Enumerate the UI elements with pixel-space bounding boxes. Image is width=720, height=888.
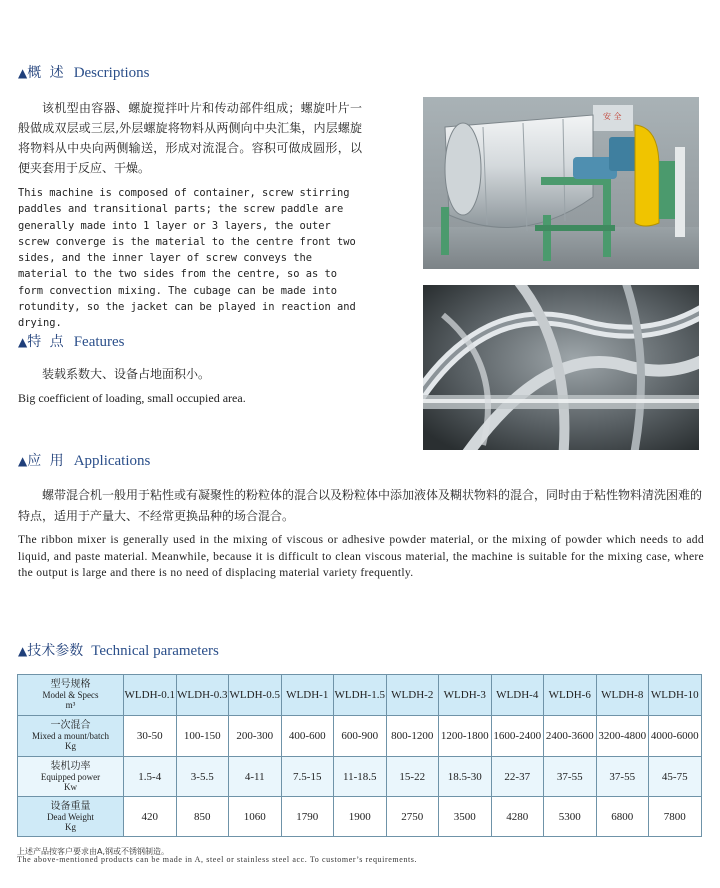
machine-illustration <box>423 97 699 269</box>
header-label-zh: 型号规格 <box>50 679 91 690</box>
value-cell: 15-22 <box>386 757 439 797</box>
row-label-zh: 设备重量 <box>50 800 91 812</box>
value-cell: 3500 <box>439 797 492 837</box>
value-cell: 5300 <box>544 797 597 837</box>
value-cell: 1.5-4 <box>124 757 177 797</box>
descriptions-title-zh: 概 述 <box>27 65 66 81</box>
technical-parameters-table <box>17 674 702 837</box>
model-cell: WLDH-0.5 <box>229 675 282 716</box>
value-cell: 3200-4800 <box>596 716 649 757</box>
technical-title-zh: 技术参数 <box>27 643 84 659</box>
value-cell: 45-75 <box>649 757 702 797</box>
value-cell: 18.5-30 <box>439 757 492 797</box>
safety-sign: 安 全 <box>603 112 622 121</box>
features-title-zh: 特 点 <box>27 334 66 350</box>
triangle-marker-icon: ▲ <box>18 335 28 349</box>
table-row-mixed-amount <box>18 716 702 757</box>
value-cell: 1200-1800 <box>439 716 492 757</box>
value-cell: 11-18.5 <box>334 757 387 797</box>
applications-title-zh: 应 用 <box>27 453 66 469</box>
features-body-zh: 装载系数大、设备占地面积小。 <box>42 367 211 381</box>
model-cell: WLDH-0.1 <box>124 675 177 716</box>
row-label-cell <box>18 716 124 757</box>
descriptions-heading <box>18 62 150 82</box>
value-cell: 1600-2400 <box>491 716 544 757</box>
applications-heading <box>18 450 150 470</box>
value-cell: 200-300 <box>229 716 282 757</box>
applications-body-en: The ribbon mixer is generally used in the mixing of viscous or adhesive powder material, or the mixing of powder which needs to add liquid, and paste material. Meanwhile, because it is difficult to clean viscous material, the machine is suitable for the mixing case, where the output is large and there is no need of displacing material variety frequently. <box>18 533 704 579</box>
model-cell: WLDH-0.3 <box>176 675 229 716</box>
header-label-en: Model & Specs <box>42 690 99 700</box>
model-cell: WLDH-10 <box>649 675 702 716</box>
row-label-en: Equipped power <box>40 771 101 782</box>
model-cell: WLDH-1 <box>281 675 334 716</box>
value-cell: 7800 <box>649 797 702 837</box>
value-cell: 400-600 <box>281 716 334 757</box>
model-cell: WLDH-8 <box>596 675 649 716</box>
ribbon-mixer-machine-photo <box>423 97 699 269</box>
table-header-row <box>18 675 702 716</box>
value-cell: 4000-6000 <box>649 716 702 757</box>
ribbon-interior-illustration <box>423 285 699 450</box>
value-cell: 800-1200 <box>386 716 439 757</box>
descriptions-body-zh: 该机型由容器、螺旋搅拌叶片和传动部件组成；螺旋叶片一般做成双层或三层,外层螺旋将物料从两侧向中央汇集，内层螺旋将物料从中央向两侧输送，形成对流混合。容积可做成圆形，以便夹套用于反应、干燥。 <box>18 101 362 175</box>
applications-title-en: Applications <box>73 453 151 469</box>
value-cell: 7.5-15 <box>281 757 334 797</box>
model-cell: WLDH-6 <box>544 675 597 716</box>
triangle-marker-icon: ▲ <box>18 644 28 658</box>
row-label-en: Mixed a mount/batch <box>32 731 109 741</box>
value-cell: 4-11 <box>229 757 282 797</box>
header-unit: m³ <box>65 700 76 710</box>
model-cell: WLDH-3 <box>439 675 492 716</box>
row-label-cell <box>18 797 124 837</box>
value-cell: 3-5.5 <box>176 757 229 797</box>
applications-body-zh: 螺带混合机一般用于粘性或有凝聚性的粉粒体的混合以及粉粒体中添加液体及糊状物料的混合，同时由于粘性物料清洗困难的特点，适用于产量大、不经常更换品种的场合混合。 <box>18 488 703 523</box>
features-title-en: Features <box>73 334 125 350</box>
row-unit: Kw <box>64 781 77 792</box>
value-cell: 37-55 <box>596 757 649 797</box>
model-cell: WLDH-1.5 <box>334 675 387 716</box>
features-body-en: Big coefficient of loading, small occupied area. <box>18 391 246 405</box>
footnote-en: The above-mentioned products can be made in A, steel or stainless steel acc. To customer’s requirements. <box>17 855 418 864</box>
value-cell: 4280 <box>491 797 544 837</box>
value-cell: 100-150 <box>176 716 229 757</box>
value-cell: 420 <box>124 797 177 837</box>
triangle-marker-icon: ▲ <box>18 454 28 468</box>
descriptions-title-en: Descriptions <box>73 65 150 81</box>
value-cell: 22-37 <box>491 757 544 797</box>
table-row-equipped-power <box>18 757 702 797</box>
ribbon-blade-interior-photo <box>423 285 699 450</box>
technical-title-en: Technical parameters <box>91 643 219 659</box>
features-heading <box>18 331 125 351</box>
value-cell: 6800 <box>596 797 649 837</box>
row-label-zh: 装机功率 <box>50 760 91 772</box>
model-cell: WLDH-2 <box>386 675 439 716</box>
value-cell: 30-50 <box>124 716 177 757</box>
value-cell: 2400-3600 <box>544 716 597 757</box>
value-cell: 1060 <box>229 797 282 837</box>
value-cell: 1790 <box>281 797 334 837</box>
table-row-dead-weight <box>18 797 702 837</box>
row-label-zh: 一次混合 <box>50 720 91 731</box>
row-label-en: Dead Weight <box>47 811 94 822</box>
model-cell: WLDH-4 <box>491 675 544 716</box>
value-cell: 600-900 <box>334 716 387 757</box>
descriptions-body-en: This machine is composed of container, screw stirring paddles and transitional parts; the screw paddle are generally made into 1 layer or 3 layers, the outer screw converge is the material to the centre front two sides, and the inner layer of screw conveys the material to the two sides from the centre, so as to form convection mixing. The cubage can be made into rotundity, so the jacket can be played in reaction and drying. <box>18 187 356 330</box>
triangle-marker-icon: ▲ <box>18 66 28 80</box>
value-cell: 2750 <box>386 797 439 837</box>
row-label-cell <box>18 757 124 797</box>
value-cell: 1900 <box>334 797 387 837</box>
technical-heading <box>18 640 219 660</box>
footnote-zh: 上述产品按客户要求由A,钢或不锈钢制造。 <box>17 847 170 856</box>
model-specs-header-cell <box>18 675 124 716</box>
row-unit: Kg <box>65 821 76 832</box>
row-unit: Kg <box>65 741 76 751</box>
value-cell: 37-55 <box>544 757 597 797</box>
value-cell: 850 <box>176 797 229 837</box>
